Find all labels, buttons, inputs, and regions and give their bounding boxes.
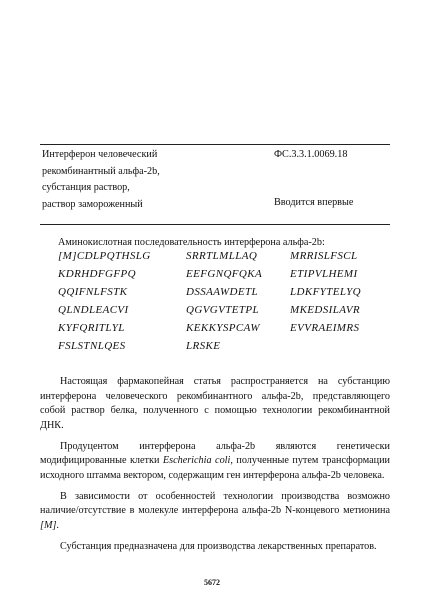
page-number: 5672 xyxy=(204,578,220,587)
scope-text: Настоящая фармакопейная статья распространяется на субстанцию интерферона человеческого рекомбинантного альфа-2b, представляющего собой раствор белка, полученного с помощью технологии рекомбинантной ДНК. xyxy=(40,376,390,431)
sequence-segment: DSSAAWDETL xyxy=(186,286,259,298)
sequence-segment: QGVGVTETPL xyxy=(186,304,260,316)
sequence-segment: LDKFYTELYQ xyxy=(290,286,362,298)
purpose-text: Субстанция предназначена для производства лекарственных препаратов. xyxy=(60,540,377,552)
sequence-row xyxy=(58,286,378,304)
sequence-title: Аминокислотная последовательность интерферона альфа-2b: xyxy=(58,237,325,248)
species-name: Escherichia coli xyxy=(162,455,231,467)
paragraph-purpose xyxy=(40,540,390,555)
sequence-row xyxy=(58,250,378,268)
methionine-text: В зависимости от особенностей технологии производства возможно наличие/отсутствие в молекуле интерферона альфа-2b N-концевого метионина xyxy=(40,490,390,517)
sequence-segment: EVVRAEIMRS xyxy=(290,322,360,334)
paragraph-methionine xyxy=(40,490,390,534)
monograph-code: ФС.3.3.1.0069.18 xyxy=(274,149,348,160)
title-line-4: раствор замороженный xyxy=(42,198,143,210)
sequence-segment: SRRTLMLLAQ xyxy=(186,250,258,262)
producer-text-end: , полученные путем трансформации исходного штамма вектором, содержащим ген интерферона альфа-2b человека. xyxy=(40,455,391,481)
sequence-segment: MKEDSILAVR xyxy=(290,304,361,316)
sequence-row xyxy=(58,304,378,322)
sequence-segment: ETIPVLHEMI xyxy=(290,268,358,280)
sequence-segment: LRSKE xyxy=(186,340,221,352)
sequence-segment: KDRHDFGFPQ xyxy=(58,268,136,280)
title-line-2: рекомбинантный альфа-2b, xyxy=(42,165,160,177)
paragraph-scope xyxy=(40,375,390,433)
sequence-segment: KEKKYSPCAW xyxy=(186,322,260,334)
sequence-segment: QQIFNLFSTK xyxy=(58,286,128,298)
sequence-segment: FSLSTNLQES xyxy=(58,340,126,352)
monograph-meta xyxy=(274,147,390,208)
sequence-segment: KYFQRITLYL xyxy=(58,322,125,334)
monograph-body xyxy=(40,375,390,561)
sequence-segment: [M]CDLPQTHSLG xyxy=(58,250,151,262)
methionine-text-end: . xyxy=(56,519,59,531)
producer-text: Продуцентом интерферона альфа-2b являются генетически модифицированные клетки xyxy=(40,440,390,467)
amino-acid-sequence xyxy=(58,250,378,358)
methionine-marker: [M] xyxy=(40,519,57,531)
sequence-segment: EEFGNQFQKA xyxy=(186,268,263,280)
introduction-status: Вводится впервые xyxy=(274,197,354,208)
header-rule-bottom xyxy=(40,224,390,225)
paragraph-producer xyxy=(40,440,390,484)
sequence-row xyxy=(58,268,378,286)
title-line-3: субстанция раствор, xyxy=(42,182,130,193)
title-line-1: Интерферон человеческий xyxy=(42,149,158,160)
sequence-segment: QLNDLEACVI xyxy=(58,304,129,316)
sequence-row xyxy=(58,340,378,358)
sequence-row xyxy=(58,322,378,340)
monograph-title xyxy=(42,147,242,213)
sequence-segment: MRRISLFSCL xyxy=(290,250,358,262)
header-rule-top xyxy=(40,144,390,145)
